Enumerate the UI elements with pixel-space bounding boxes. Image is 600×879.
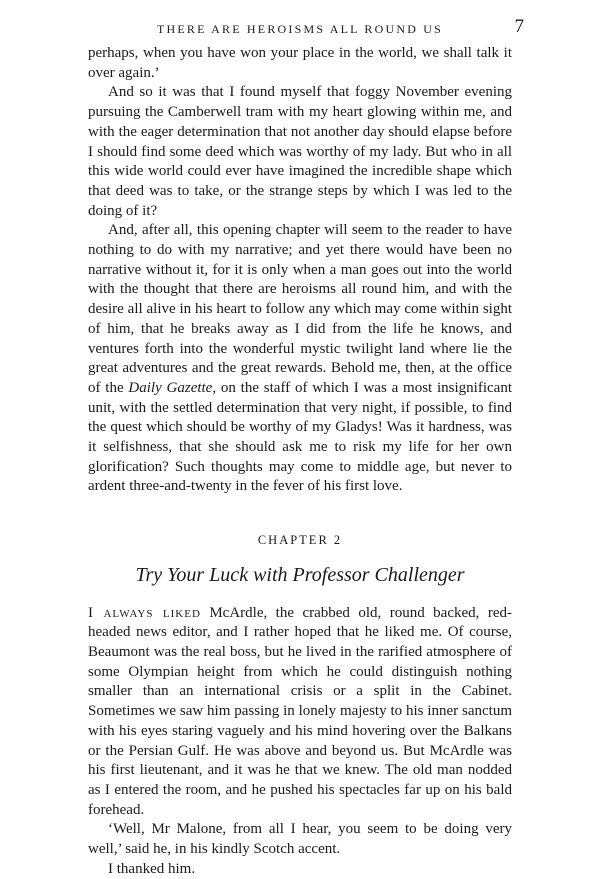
chapter-title: Try Your Luck with Professor Challenger — [135, 563, 465, 586]
paragraph-text: McArdle, the crabbed old, round backed, red-headed news editor, and I rather hoped that he liked me. Of course, Beaumont was the real boss, but he lived in the rarified atmosphere of some Olympian height from which he could distinguish nothing smaller than an international crisis or a split in the Cabinet. Sometimes we saw him passing in lonely majesty to his inner sanctum with his eyes staring vaguely and his mind hovering over the Balkans or the Persian Gulf. He was above and beyond us. But McArdle was his first lieutenant, and it was he that we knew. The old man nodded as I entered the room, and he pushed his spectacles far up on his bald forehead. — [88, 604, 512, 818]
chapter-opening-paragraph — [88, 604, 512, 821]
running-head — [0, 16, 600, 38]
paragraph: ‘Well, Mr Malone, from all I hear, you seem to be doing very well,’ said he, in his kindly Scotch accent. — [88, 821, 512, 858]
paragraph — [88, 221, 512, 497]
running-title: THERE ARE HEROISMS ALL ROUND US — [156, 22, 444, 36]
paragraph: I thanked him. — [108, 860, 196, 877]
page-number: 7 — [514, 16, 524, 37]
paragraph: And so it was that I found myself that foggy November evening pursuing the Camberwell tram with my heart glowing within me, and with the eager determination that not another day should elapse before I should find some deed which was worthy of my lady. But who in all this wide world could ever have imagined the incredible shape which that deed was to take, or the strange steps by which I was led to the doing of it? — [88, 84, 512, 219]
paragraph-text: on the staff of which I was a most insignificant unit, with the settled determination that very night, if possible, to find the quest which should be worthy of my Gladys! Was it hardness, was it selfishness, that she should ask me to risk my life for her own glorification? Such thoughts may come to middle age, but never to ardent three-and-twenty in the fever of his first love. — [88, 379, 512, 495]
page-body — [88, 44, 512, 879]
newspaper-title: Daily Gazette, — [128, 379, 217, 396]
chapter-number: CHAPTER 2 — [257, 533, 343, 548]
paragraph-continued: perhaps, when you have won your place in the world, we shall talk it over again.’ — [88, 45, 512, 81]
opening-smallcaps: I always liked — [88, 604, 201, 621]
paragraph-text: And, after all, this opening chapter will seem to the reader to have nothing to do with my narrative; and yet there would have been no narrative without it, for it is only when a man goes out into the world with the thought that there are heroisms all round him, and with the desire all alive in his heart to follow any which may come within sight of him, that he breaks away as I did from the life he knows, and ventures forth into the wonderful mystic twilight land where lie the great adventures and the great rewards. Behold me, then, at the office of the — [88, 222, 512, 396]
